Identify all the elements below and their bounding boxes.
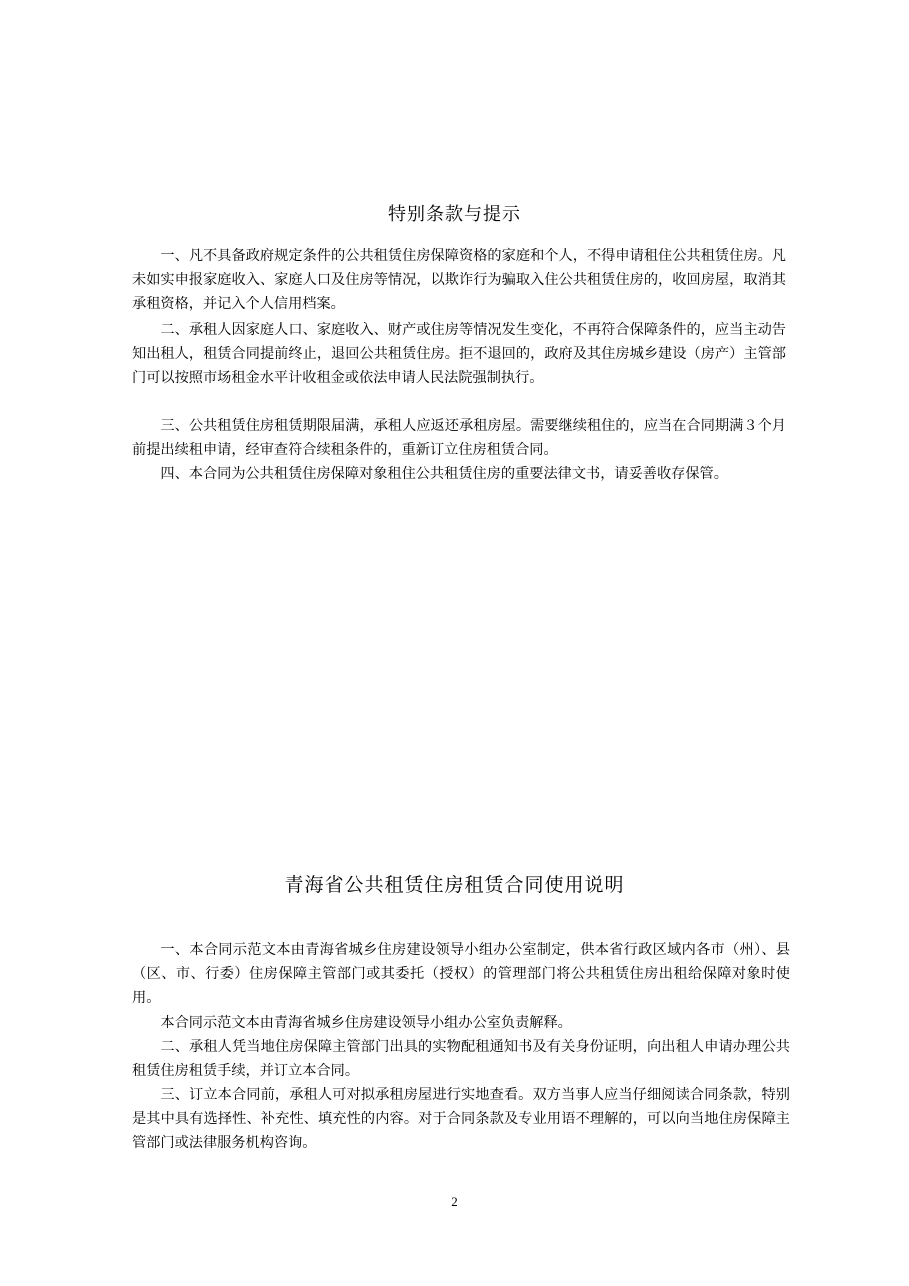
section-title-special-terms: 特别条款与提示 [388,204,521,225]
page-number: 2 [451,1194,458,1209]
paragraph-special-3: 三、公共租赁住房租赁期限届满，承租人应返还承租房屋。需要继续租住的，应当在合同期满３个月前提出续租申请，经审查符合续租条件的，重新订立住房租赁合同。 [132,418,786,459]
paragraph-usage-1: 一、本合同示范文本由青海省城乡住房建设领导小组办公室制定，供本省行政区域内各市（州）、县（区、市、行委）住房保障主管部门或其委托（授权）的管理部门将公共租赁住房出租给保障对象时使用。 [132,942,790,1007]
paragraph-usage-3: 二、承租人凭当地住房保障主管部门出具的实物配租通知书及有关身份证明，向出租人申请办理公共租赁住房租赁手续，并订立本合同。 [132,1039,790,1080]
paragraph-usage-4: 三、订立本合同前，承租人可对拟承租房屋进行实地查看。双方当事人应当仔细阅读合同条款，特别是其中具有选择性、补充性、填充性的内容。对于合同条款及专业用语不理解的，可以向当地住房保障主管部门或法律服务机构咨询。 [132,1087,790,1152]
paragraph-special-1: 一、凡不具备政府规定条件的公共租赁住房保障资格的家庭和个人，不得申请租住公共租赁住房。凡未如实申报家庭收入、家庭人口及住房等情况，以欺诈行为骗取入住公共租赁住房的，收回房屋，取消其承租资格，并记入个人信用档案。 [132,248,786,313]
paragraph-special-4: 四、本合同为公共租赁住房保障对象租住公共租赁住房的重要法律文书，请妥善收存保管。 [160,466,728,482]
paragraph-usage-2: 本合同示范文本由青海省城乡住房建设领导小组办公室负责解释。 [160,1015,572,1031]
paragraph-special-2: 二、承租人因家庭人口、家庭收入、财产或住房等情况发生变化，不再符合保障条件的，应当主动告知出租人，租赁合同提前终止，退回公共租赁住房。拒不退回的，政府及其住房城乡建设（房产）主管部门可以按照市场租金水平计收租金或依法申请人民法院强制执行。 [132,322,786,387]
section-title-usage-notes: 青海省公共租赁住房租赁合同使用说明 [284,874,625,896]
